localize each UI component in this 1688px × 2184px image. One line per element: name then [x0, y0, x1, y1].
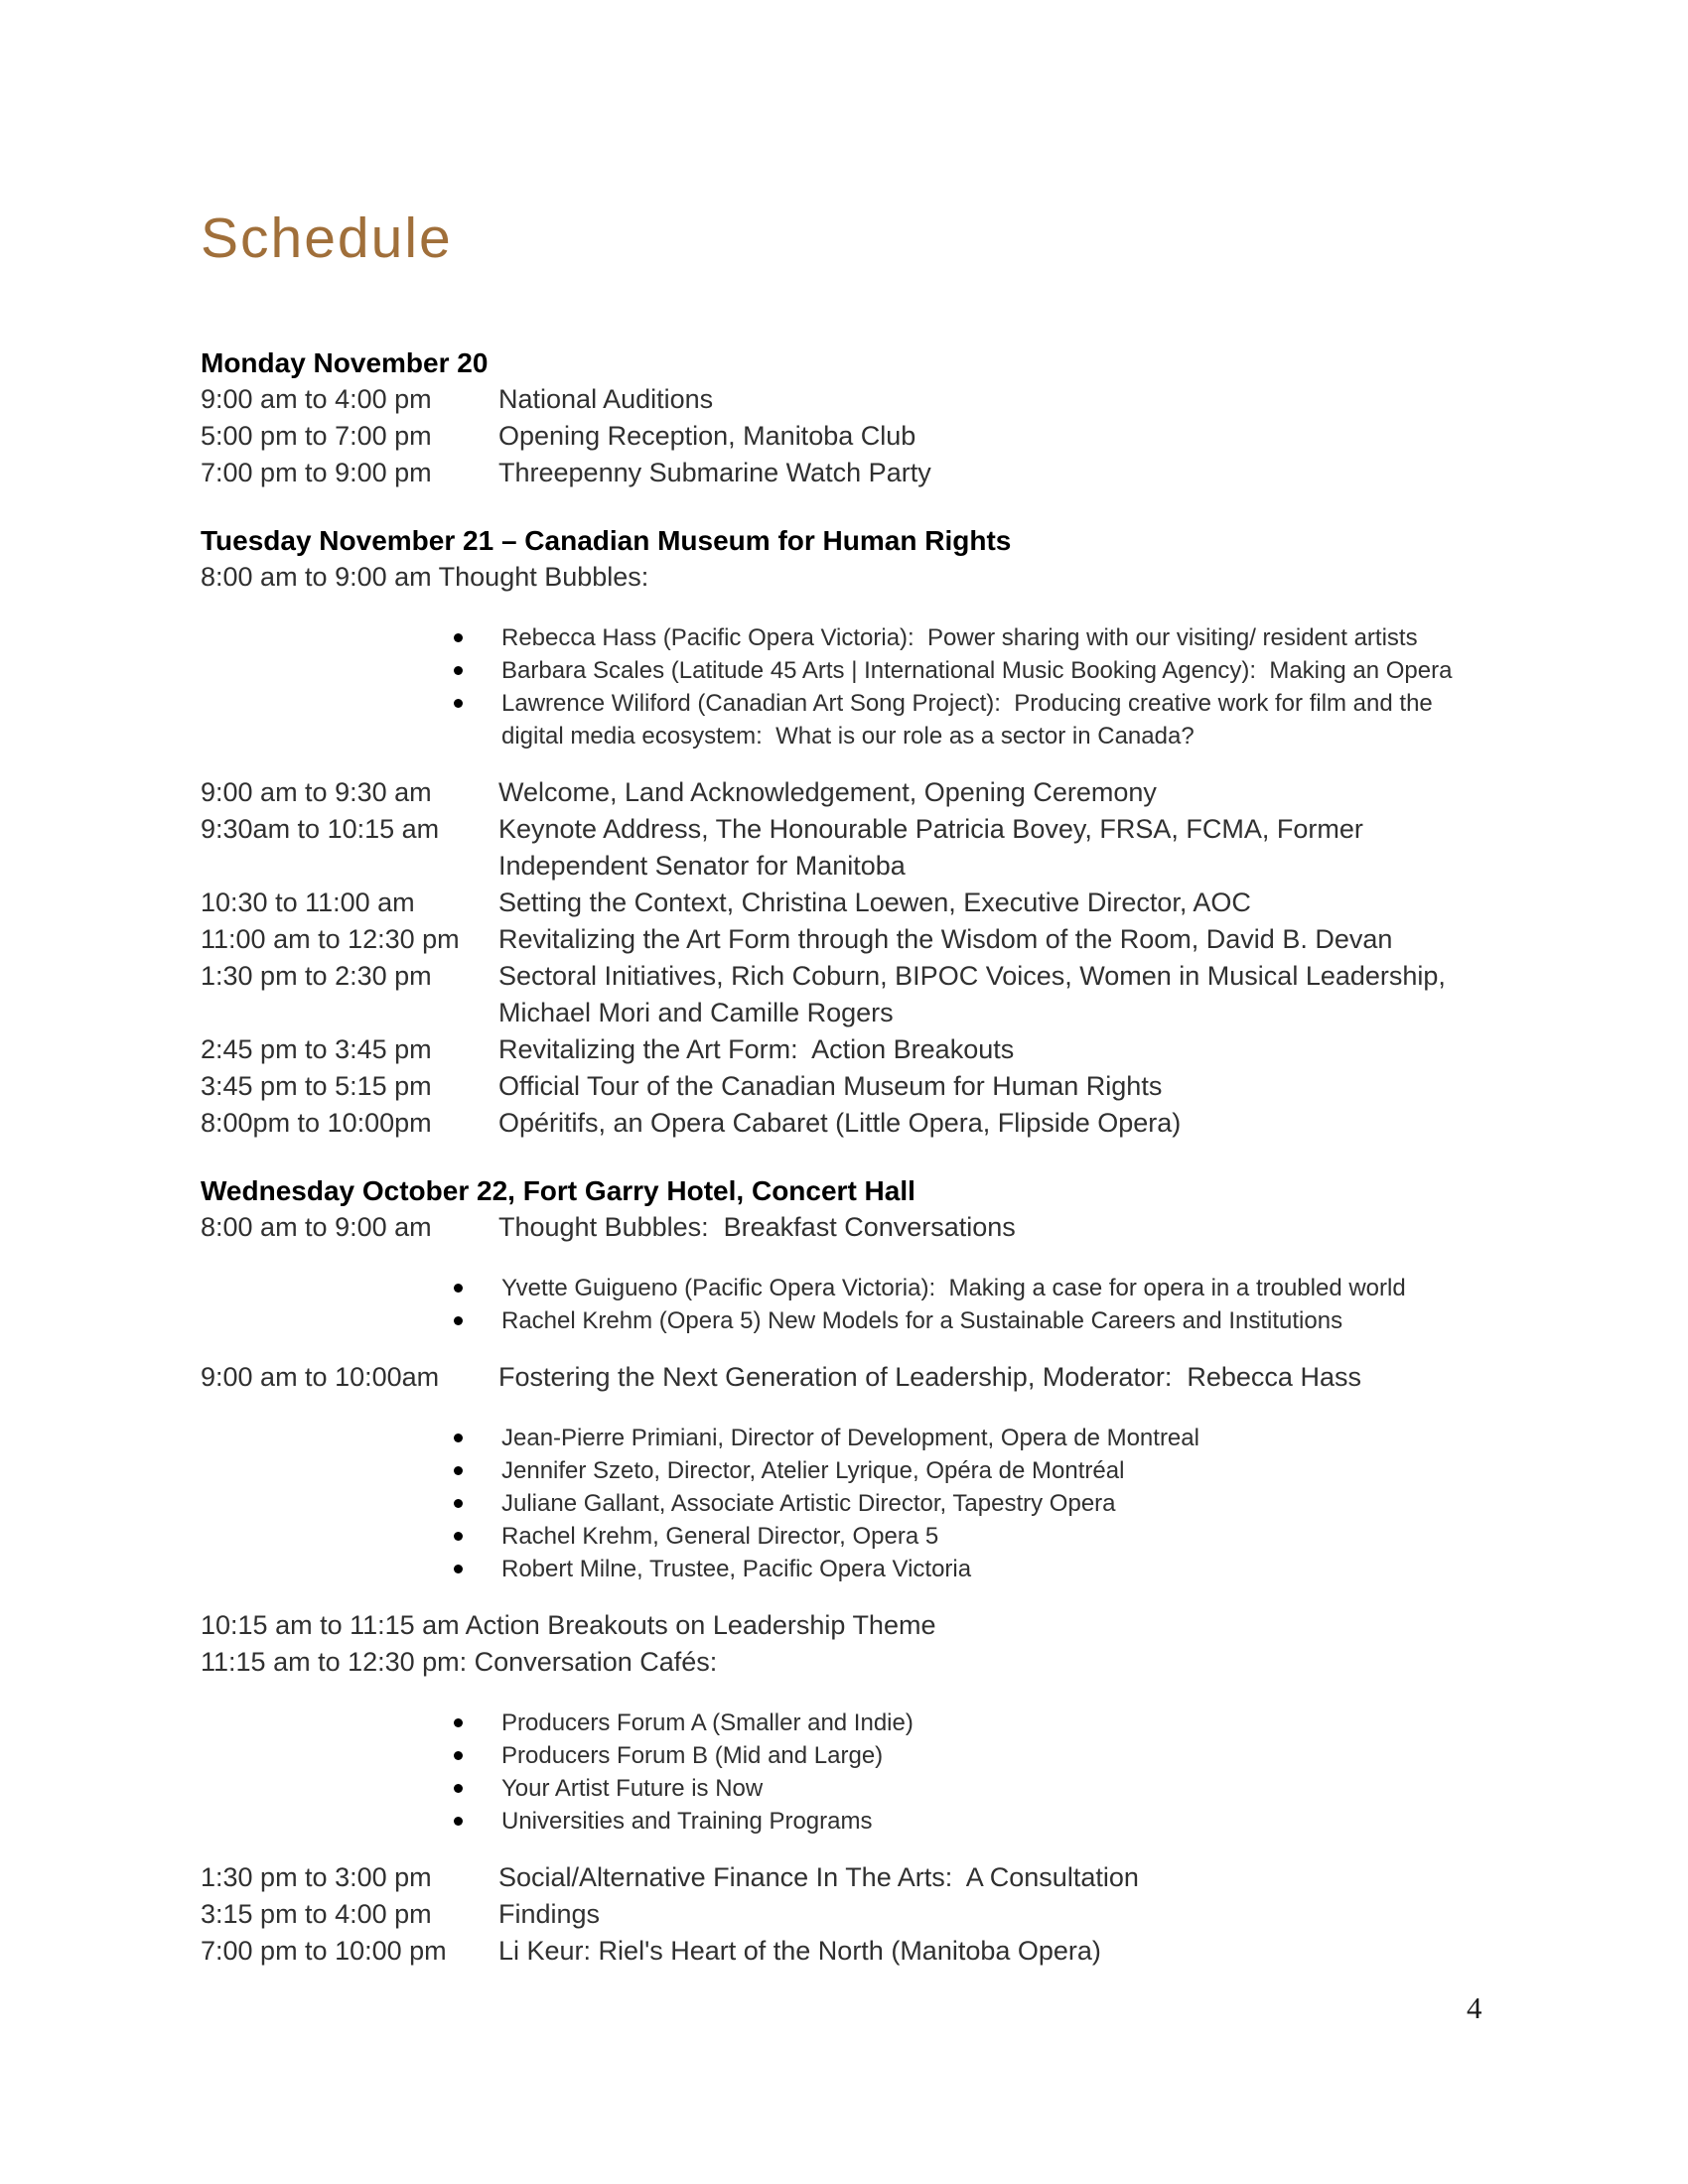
- schedule-line: 11:15 am to 12:30 pm: Conversation Cafés:: [201, 1647, 718, 1677]
- description-cell: Thought Bubbles: Breakfast Conversations: [498, 1212, 1016, 1242]
- description-cell: Revitalizing the Art Form: Action Breakouts: [498, 1034, 1015, 1064]
- description-cell: Sectoral Initiatives, Rich Coburn, BIPOC Voices, Women in Musical Leadership, Michael Mori and Camille Rogers: [498, 961, 1454, 1027]
- bullet-icon: [452, 1487, 501, 1520]
- description-cell: Revitalizing the Art Form through the Wisdom of the Room, David B. Devan: [498, 924, 1393, 954]
- time-cell: 8:00pm to 10:00pm: [201, 1108, 432, 1138]
- time-cell: 8:00 am to 9:00 am: [201, 1212, 432, 1242]
- bullet-text: Your Artist Future is Now: [501, 1775, 764, 1802]
- bullet-item: [452, 1739, 1489, 1772]
- time-cell: 7:00 pm to 10:00 pm: [201, 1936, 447, 1966]
- description-cell: Li Keur: Riel's Heart of the North (Manitoba Opera): [498, 1936, 1101, 1966]
- description-cell: Opéritifs, an Opera Cabaret (Little Opera, Flipside Opera): [498, 1108, 1182, 1138]
- bullet-list: [452, 1422, 1489, 1585]
- schedule-row: [201, 811, 1489, 885]
- bullet-item: [452, 687, 1489, 752]
- schedule-line: 8:00 am to 9:00 am Thought Bubbles:: [201, 562, 649, 592]
- bullet-list: [452, 621, 1489, 752]
- page-title: Schedule: [201, 206, 453, 270]
- bullet-icon: [452, 621, 501, 654]
- bullet-item: [452, 1454, 1489, 1487]
- time-cell: 3:45 pm to 5:15 pm: [201, 1071, 432, 1101]
- bullet-list: [452, 1706, 1489, 1838]
- bullet-item: [452, 1304, 1489, 1337]
- bullet-item: [452, 1487, 1489, 1520]
- page-number: 4: [1467, 1990, 1482, 2025]
- schedule-row: [201, 921, 1489, 958]
- schedule-row: [201, 1105, 1489, 1142]
- bullet-item: [452, 1520, 1489, 1553]
- schedule-row: [201, 1896, 1489, 1933]
- bullet-icon: [452, 1304, 501, 1337]
- bullet-icon: [452, 1772, 501, 1805]
- schedule-row: [201, 1933, 1489, 1970]
- description-cell: Threepenny Submarine Watch Party: [498, 458, 931, 487]
- time-cell: 9:00 am to 9:30 am: [201, 777, 432, 807]
- bullet-icon: [452, 1553, 501, 1585]
- description-cell: Keynote Address, The Honourable Patricia Bovey, FRSA, FCMA, Former Independent Senator for Manitoba: [498, 814, 1371, 881]
- schedule-section: [201, 522, 1489, 1142]
- schedule-row: [201, 958, 1489, 1031]
- schedule-row: [201, 1031, 1489, 1068]
- bullet-text: Jean-Pierre Primiani, Director of Development, Opera de Montreal: [501, 1425, 1199, 1451]
- schedule-line: 10:15 am to 11:15 am Action Breakouts on Leadership Theme: [201, 1610, 936, 1640]
- time-cell: 1:30 pm to 3:00 pm: [201, 1862, 432, 1892]
- section-heading: Monday November 20: [201, 347, 489, 378]
- bullet-icon: [452, 654, 501, 687]
- schedule-row: [201, 455, 1489, 491]
- bullet-text: Barbara Scales (Latitude 45 Arts | International Music Booking Agency): Making an Opera: [501, 657, 1453, 684]
- schedule-row: [201, 774, 1489, 811]
- bullet-text: Juliane Gallant, Associate Artistic Director, Tapestry Opera: [501, 1490, 1116, 1517]
- description-cell: Official Tour of the Canadian Museum for Human Rights: [498, 1071, 1163, 1101]
- bullet-icon: [452, 1706, 501, 1739]
- time-cell: 1:30 pm to 2:30 pm: [201, 961, 432, 991]
- bullet-item: [452, 1422, 1489, 1454]
- bullet-icon: [452, 1805, 501, 1838]
- bullet-item: [452, 1553, 1489, 1585]
- description-cell: Setting the Context, Christina Loewen, Executive Director, AOC: [498, 887, 1251, 917]
- schedule-section: [201, 1172, 1489, 1970]
- bullet-item: [452, 1272, 1489, 1304]
- section-heading: Tuesday November 21 – Canadian Museum for Human Rights: [201, 525, 1012, 556]
- schedule-content: [201, 344, 1489, 1970]
- bullet-item: [452, 1805, 1489, 1838]
- time-cell: 11:00 am to 12:30 pm: [201, 924, 460, 954]
- description-cell: National Auditions: [498, 384, 714, 414]
- bullet-text: Rebecca Hass (Pacific Opera Victoria): Power sharing with our visiting/ resident artists: [501, 624, 1418, 651]
- time-cell: 10:30 to 11:00 am: [201, 887, 415, 917]
- time-cell: 9:00 am to 10:00am: [201, 1362, 440, 1392]
- schedule-row: [201, 1068, 1489, 1105]
- time-cell: 5:00 pm to 7:00 pm: [201, 421, 432, 451]
- schedule-row: [201, 1359, 1489, 1396]
- bullet-item: [452, 1772, 1489, 1805]
- bullet-text: Rachel Krehm, General Director, Opera 5: [501, 1523, 939, 1550]
- time-cell: 9:00 am to 4:00 pm: [201, 384, 432, 414]
- schedule-row: [201, 1209, 1489, 1246]
- time-cell: 9:30am to 10:15 am: [201, 814, 440, 844]
- bullet-text: Yvette Guigueno (Pacific Opera Victoria): Making a case for opera in a troubled world: [501, 1275, 1406, 1301]
- description-cell: Fostering the Next Generation of Leadership, Moderator: Rebecca Hass: [498, 1362, 1361, 1392]
- bullet-text: Jennifer Szeto, Director, Atelier Lyrique, Opéra de Montréal: [501, 1457, 1125, 1484]
- bullet-item: [452, 621, 1489, 654]
- bullet-list: [452, 1272, 1489, 1337]
- bullet-text: Producers Forum A (Smaller and Indie): [501, 1709, 914, 1736]
- bullet-icon: [452, 1739, 501, 1772]
- bullet-item: [452, 654, 1489, 687]
- time-cell: 7:00 pm to 9:00 pm: [201, 458, 432, 487]
- bullet-text: Rachel Krehm (Opera 5) New Models for a Sustainable Careers and Institutions: [501, 1307, 1343, 1334]
- bullet-icon: [452, 1520, 501, 1553]
- time-cell: 2:45 pm to 3:45 pm: [201, 1034, 432, 1064]
- bullet-item: [452, 1706, 1489, 1739]
- schedule-row: [201, 1859, 1489, 1896]
- bullet-icon: [452, 1422, 501, 1454]
- description-cell: Opening Reception, Manitoba Club: [498, 421, 916, 451]
- bullet-icon: [452, 1272, 501, 1304]
- bullet-icon: [452, 687, 501, 752]
- schedule-row: [201, 381, 1489, 418]
- bullet-text: Universities and Training Programs: [501, 1808, 873, 1835]
- schedule-row: [201, 885, 1489, 921]
- bullet-text: Lawrence Wiliford (Canadian Art Song Project): Producing creative work for film and the digital media ecosystem: What is our role as a sector in Canada?: [501, 690, 1440, 750]
- schedule-row: [201, 418, 1489, 455]
- bullet-icon: [452, 1454, 501, 1487]
- description-cell: Social/Alternative Finance In The Arts: A Consultation: [498, 1862, 1139, 1892]
- description-cell: Findings: [498, 1899, 601, 1929]
- bullet-text: Robert Milne, Trustee, Pacific Opera Victoria: [501, 1556, 972, 1582]
- schedule-section: [201, 344, 1489, 491]
- time-cell: 3:15 pm to 4:00 pm: [201, 1899, 432, 1929]
- section-heading: Wednesday October 22, Fort Garry Hotel, Concert Hall: [201, 1175, 915, 1206]
- description-cell: Welcome, Land Acknowledgement, Opening Ceremony: [498, 777, 1157, 807]
- bullet-text: Producers Forum B (Mid and Large): [501, 1742, 884, 1769]
